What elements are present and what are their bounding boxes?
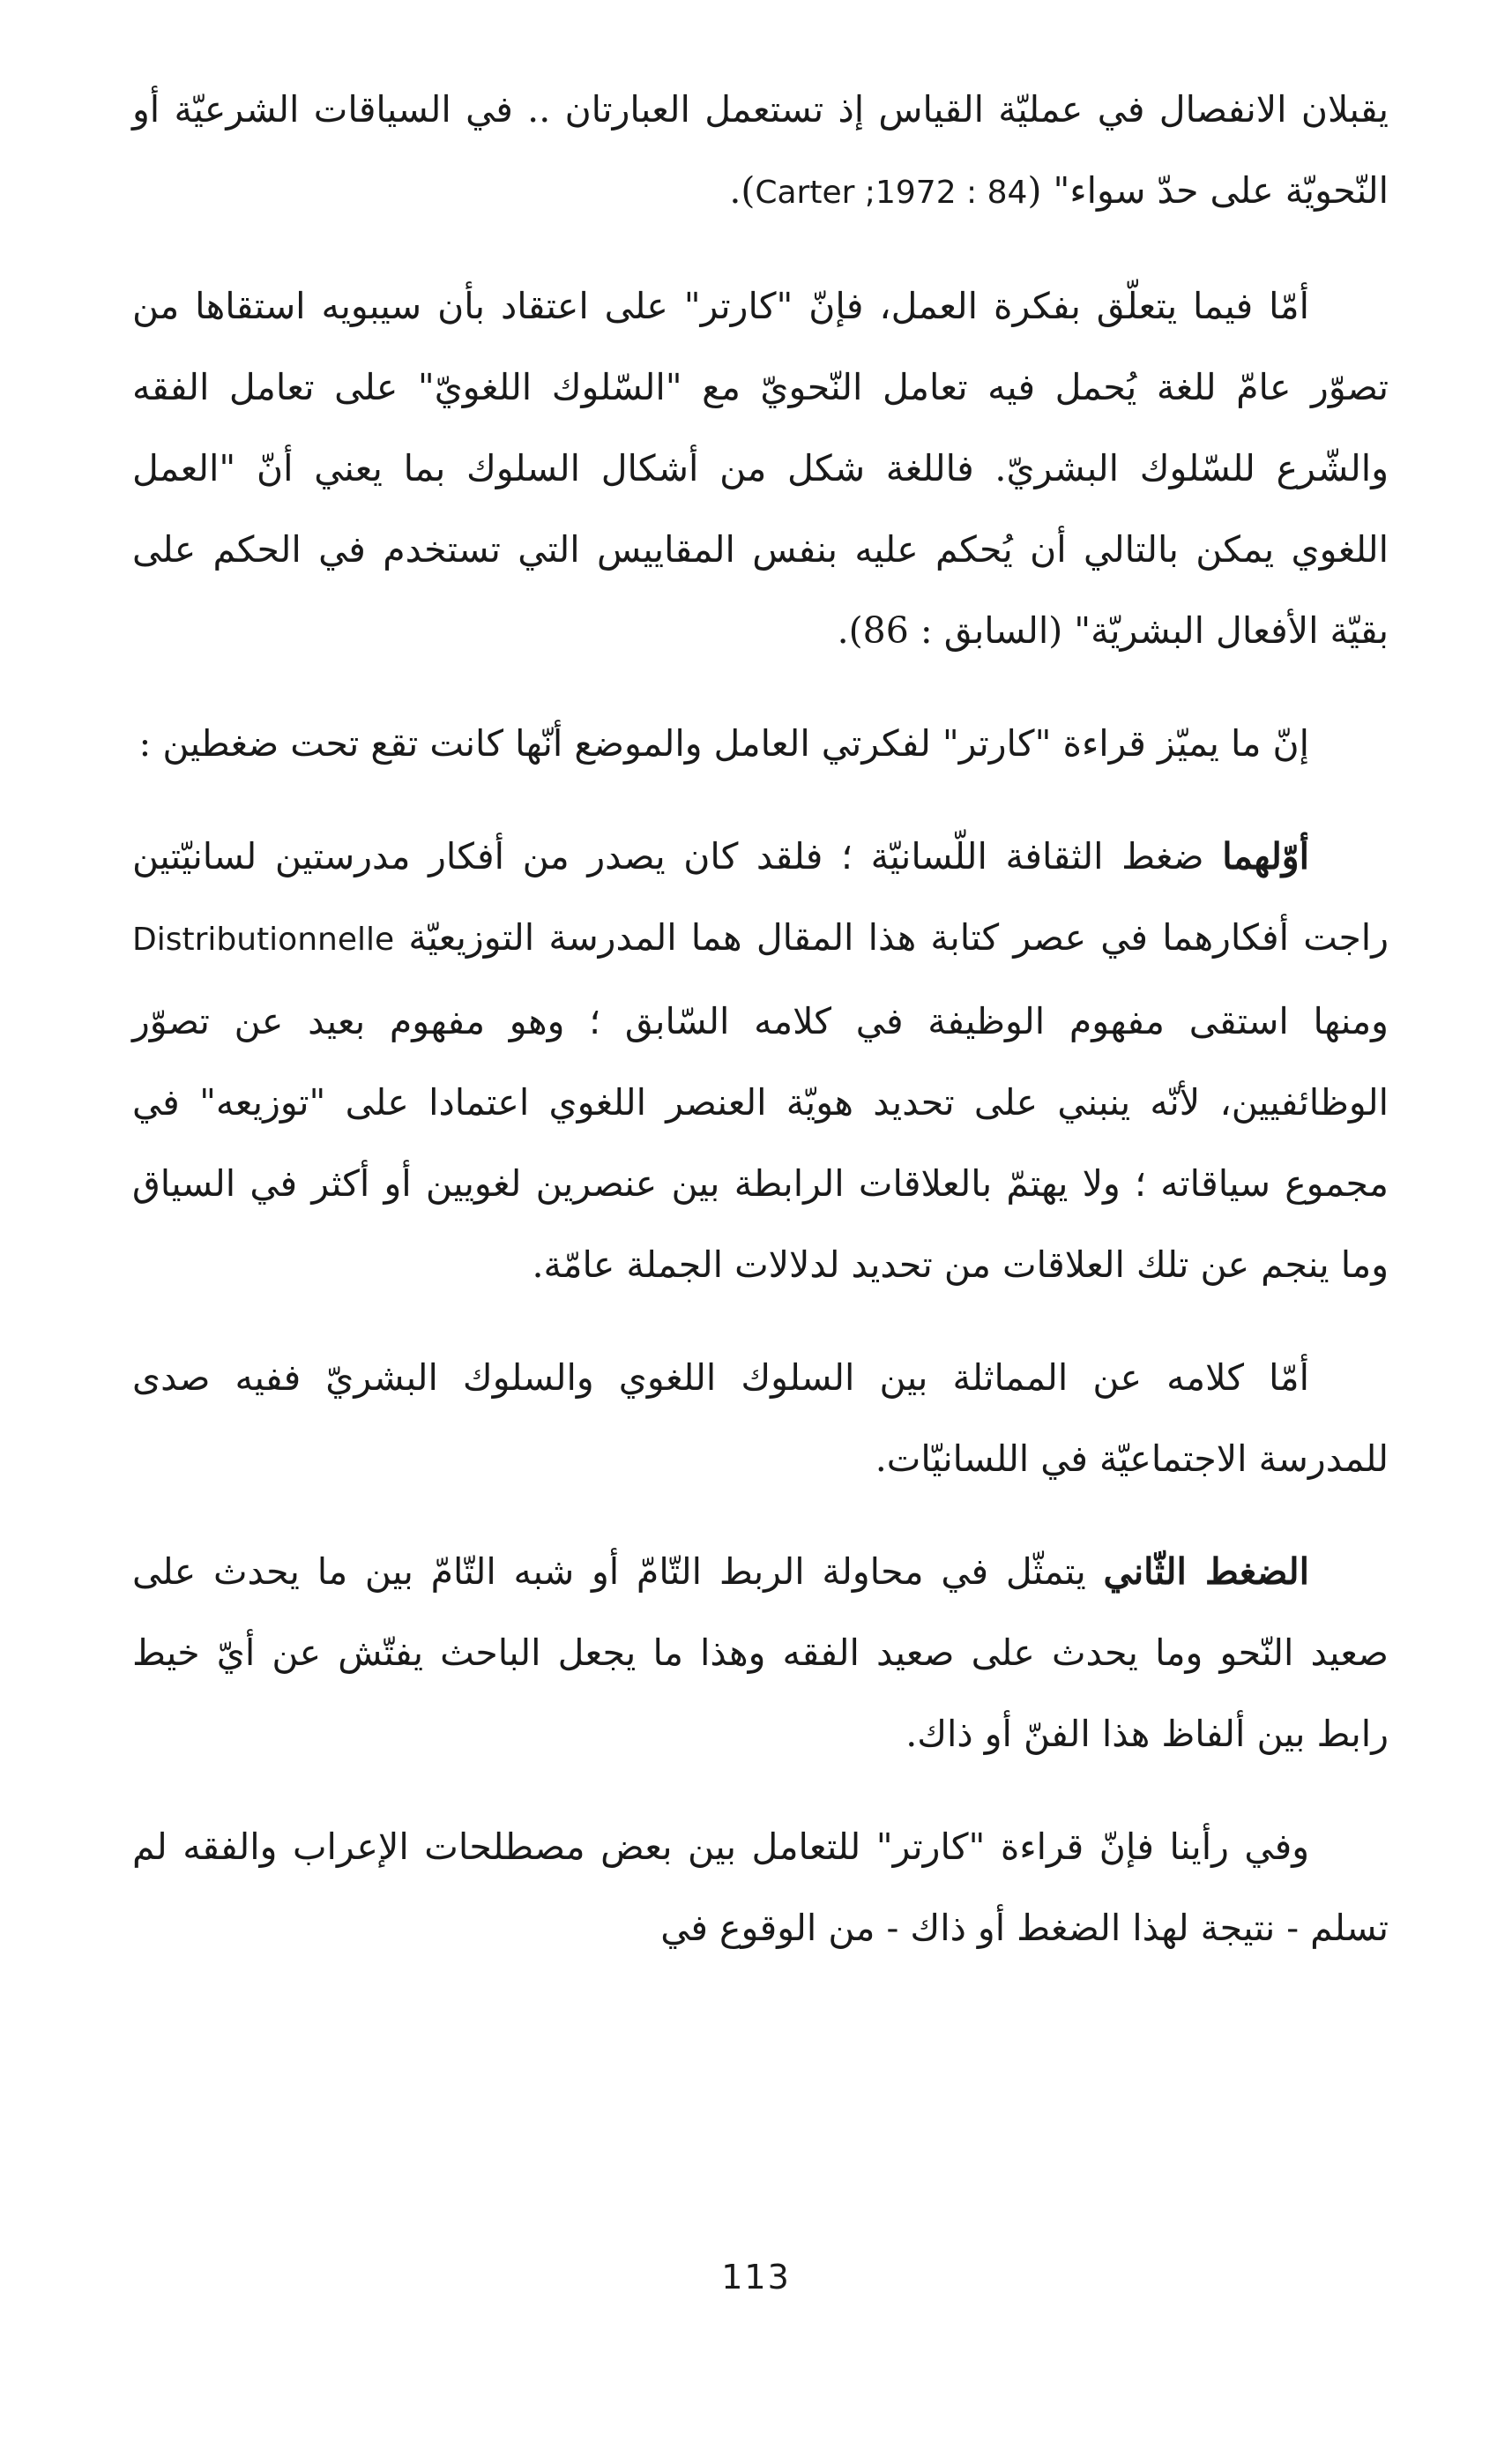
paragraph-6-text: يتمثّل في محاولة الربط التّامّ أو شبه التّامّ بين ما يحدث على صعيد النّحو وما يحدث على صعيد الفقه وهذا ما يجعل الباحث يفتّش عن أيّ خيط رابط بين ألفاظ هذا الفنّ أو ذاك. [132, 1550, 1389, 1755]
paragraph-6-lead: الضغط الثّاني [1103, 1550, 1309, 1593]
foreign-term: Distributionnelle [132, 922, 395, 958]
paragraph-3: إنّ ما يميّز قراءة "كارتر" لفكرتي العامل والموضع أنّها كانت تقع تحت ضغطين : [138, 722, 1309, 765]
paragraph-1-text-a: يقبلان الانفصال في عمليّة القياس إذ تستعمل العبارتان .. في السياقات الشرعيّة أو النّحويّة على حدّ سواء" ( [132, 88, 1389, 212]
paragraph-1 [132, 69, 1389, 234]
citation-carter-1972: Carter ;1972 : 84 [755, 175, 1028, 211]
paragraph-4-lead: أوّلهما [1222, 835, 1309, 877]
paragraph-6 [132, 1531, 1389, 1774]
paragraph-4-text-a: ضغط الثقافة اللّسانيّة ؛ فلقد كان يصدر من أفكار مدرستين لسانيّتين راجت أفكارهما في عصر كتابة هذا المقال هما المدرسة التوزيعيّة [132, 835, 1389, 959]
paragraph-4 [132, 816, 1389, 1305]
page-number: 113 [721, 2258, 791, 2296]
paragraph-2: أمّا فيما يتعلّق بفكرة العمل، فإنّ "كارتر" على اعتقاد بأن سيبويه استقاها من تصوّر عامّ للغة يُحمل فيه تعامل النّحويّ مع "السّلوك اللغويّ" على تعامل الفقه والشّرع للسّلوك البشريّ. فاللغة شكل من أشكال السلوك بما يعني أنّ "العمل اللغوي يمكن بالتالي أن يُحكم عليه بنفس المقاييس التي تستخدم في الحكم على بقيّة الأفعال البشريّة" (السابق : 86). [132, 285, 1389, 652]
paragraph-5: أمّا كلامه عن المماثلة بين السلوك اللغوي والسلوك البشريّ ففيه صدى للمدرسة الاجتماعيّة في اللسانيّات. [132, 1356, 1389, 1480]
paragraph-4-text-b: ومنها استقى مفهوم الوظيفة في كلامه السّابق ؛ وهو مفهوم بعيد عن تصوّر الوظائفيين، لأنّه ينبني على تحديد هويّة العنصر اللغوي اعتمادا على "توزيعه" في مجموع سياقاته ؛ ولا يهتمّ بالعلاقات الرابطة بين عنصرين لغويين أو أكثر في السياق وما ينجم عن تلك العلاقات من تحديد لدلالات الجملة عامّة. [132, 1000, 1389, 1286]
paragraph-7: وفي رأينا فإنّ قراءة "كارتر" للتعامل بين بعض مصطلحات الإعراب والفقه لم تسلم - نتيجة لهذا الضغط أو ذاك - من الوقوع في [132, 1826, 1389, 1949]
paragraph-1-text-b: ). [729, 169, 756, 212]
